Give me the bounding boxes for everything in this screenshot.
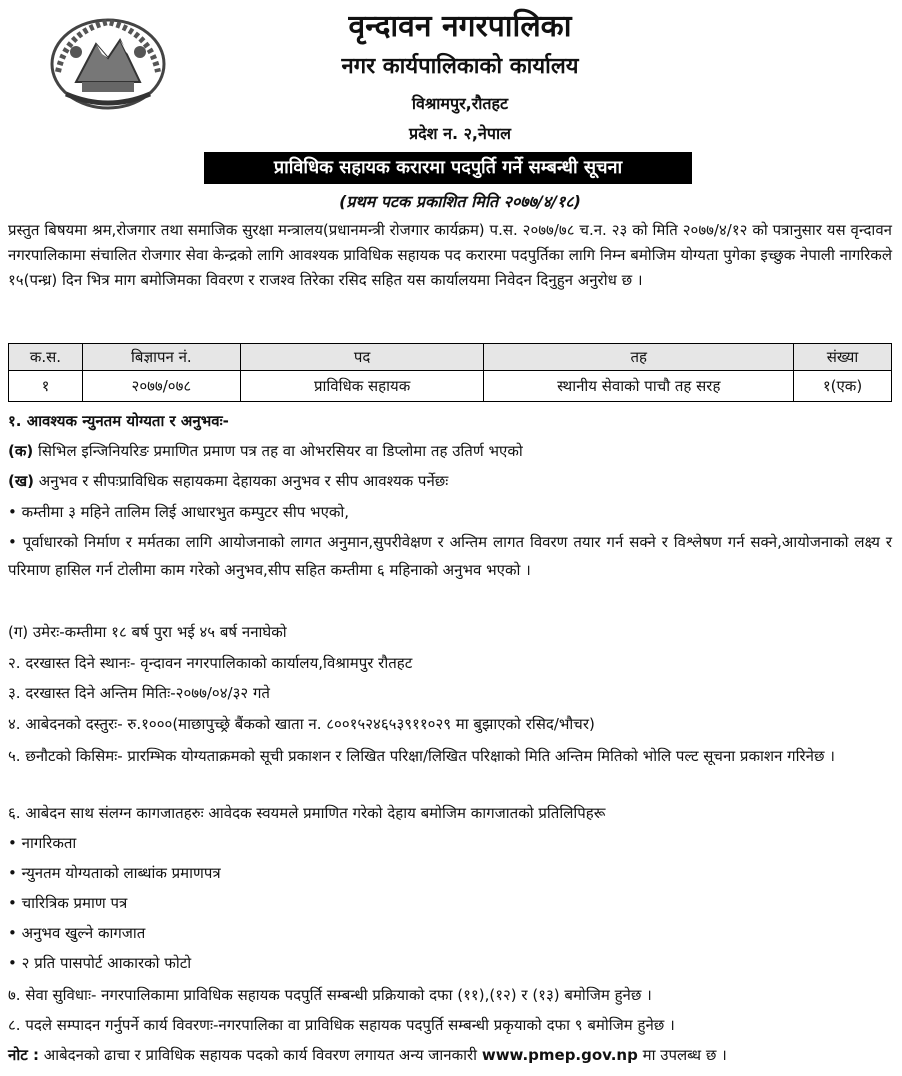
requirement-ga: (ग) उमेरः-कम्तीमा १८ बर्ष पुरा भई ४५ बर्ष ननाघेको [8, 623, 287, 641]
bullet-icon: • [8, 533, 17, 551]
list-item [8, 861, 894, 885]
table-header-cell: पद [240, 344, 484, 371]
table-cell: स्थानीय सेवाको पाचौ तह सरह [484, 371, 794, 402]
bullet-icon: • [8, 864, 17, 882]
vacancy-table [8, 343, 892, 402]
nepal-emblem-icon [46, 12, 170, 116]
province-line: प्रदेश न. २,नेपाल [409, 124, 511, 143]
requirement-kha-label: (ख) [8, 472, 34, 490]
section-4: ४. आबेदनको दस्तुरः- रु.१०००(माछापुच्छ्रे बैंकको खाता न. ८००१५२४६५३९११०२९ मा बुझाएको रसिद/भौचर) [8, 715, 595, 733]
document-item: २ प्रति पासपोर्ट आकारको फोटो [21, 954, 192, 972]
section-3: ३. दरखास्त दिने अन्तिम मितिः-२०७७/०४/३२ गते [8, 684, 270, 702]
list-item [8, 500, 894, 524]
list-item [8, 528, 892, 584]
table-header-cell: तह [484, 344, 794, 371]
list-item [8, 951, 894, 975]
requirement-ka-text: सिभिल इन्जिनियरिङ प्रमाणित प्रमाण पत्र तह वा ओभरसियर वा डिप्लोमा तह उतिर्ण भएको [38, 442, 523, 460]
table-header-cell: संख्या [794, 344, 892, 371]
requirement-kha-text: अनुभव र सीपःप्राविधिक सहायकमा देहायका अनुभव र सीप आवश्यक पर्नेछः [38, 472, 449, 490]
bullet-text: कम्तीमा ३ महिने तालिम लिई आधारभुत कम्पुटर सीप भएको, [21, 503, 350, 521]
requirement-ka-label: (क) [8, 442, 34, 460]
note-text: आबेदनको ढाचा र प्राविधिक सहायक पदको कार्य विवरण लगायत अन्य जानकारी [43, 1046, 478, 1064]
table-header-row [9, 344, 892, 371]
requirement-kha [8, 469, 894, 493]
bullet-icon: • [8, 894, 17, 912]
notice-title-banner: प्राविधिक सहायक करारमा पदपुर्ति गर्ने सम्बन्धी सूचना [204, 152, 692, 184]
table-header-cell: क.स. [9, 344, 83, 371]
intro-paragraph: प्रस्तुत बिषयमा श्रम,रोजगार तथा समाजिक सुरक्षा मन्त्रालय(प्रधानमन्त्री रोजगार कार्यक्रम) प.स. २०७७/७८ च.न. २३ को मिति २०७७/४/१२ को पत्रानुसार यस वृन्दावन नगरपालिकामा संचालित रोजगार सेवा केन्द्रको लागि आवश्यक प्राविधिक सहायक पद करारमा पदपुर्तिका लागि निम्न बमोजिम योग्यता पुगेका इच्छुक नेपाली नागरिकले १५(पन्ध्र) दिन भित्र माग बमोजिमका विवरण र राजश्व तिरेका रसिद सहित यस कार्यालयमा निवेदन दिनुहुन अनुरोध छ । [8, 221, 892, 289]
requirement-ka [8, 439, 894, 463]
website-link[interactable]: www.pmep.gov.np [481, 1046, 638, 1064]
section-2: २. दरखास्त दिने स्थानः- वृन्दावन नगरपालिकाको कार्यालय,विश्रामपुर रौतहट [8, 654, 413, 672]
section-8: ८. पदले सम्पादन गर्नुपर्ने कार्य विवरणः-नगरपालिका वा प्राविधिक सहायक पदपुर्ति सम्बन्धी प्रकृयाको दफा ९ बमोजिम हुनेछ । [8, 1016, 675, 1034]
bullet-icon: • [8, 834, 17, 852]
table-row [9, 371, 892, 402]
bullet-icon: • [8, 503, 17, 521]
list-item [8, 921, 894, 945]
table-header-cell: बिज्ञापन नं. [82, 344, 240, 371]
office-name: नगर कार्यपालिकाको कार्यालय [341, 54, 579, 79]
section-7: ७. सेवा सुविधाः- नगरपालिकामा प्राविधिक सहायक पदपुर्ति सम्बन्धी प्रक्रियाको दफा (११),(१२) र (१३) बमोजिम हुनेछ । [8, 986, 652, 1004]
document-item: चारित्रिक प्रमाण पत्र [21, 894, 128, 912]
footer-note [8, 1043, 894, 1067]
document-item: अनुभव खुल्ने कागजात [21, 924, 146, 942]
section-5: ५. छनौटको किसिमः- प्रारम्भिक योग्यताक्रमको सूची प्रकाशन र लिखित परिक्षा/लिखित परिक्षाको मिति अन्तिम मितिको भोलि पल्ट सूचना प्रकाशन गरिनेछ । [8, 747, 835, 765]
office-location: विश्रामपुर,रौतहट [411, 94, 509, 113]
list-item [8, 831, 894, 855]
publish-date-note: (प्रथम पटक प्रकाशित मिति २०७७/४/१८) [339, 192, 581, 211]
bullet-icon: • [8, 924, 17, 942]
table-cell: २०७७/०७८ [82, 371, 240, 402]
note-end: मा उपलब्ध छ । [642, 1046, 727, 1064]
table-cell: प्राविधिक सहायक [240, 371, 484, 402]
note-label: नोट : [8, 1046, 39, 1064]
table-cell: १(एक) [794, 371, 892, 402]
bullet-text: पूर्वाधारको निर्माण र मर्मतका लागि आयोजनाको लागत अनुमान,सुपरीवेक्षण र अन्तिम लागत विवरण तयार गर्न सक्ने र विश्लेषण गर्न सक्ने,आयोजनाको लक्ष्य र परिमाण हासिल गर्न टोलीमा काम गरेको अनुभव,सीप सहित कम्तीमा ६ महिनाको अनुभव भएको । [8, 533, 892, 579]
section-6: ६. आबेदन साथ संलग्न कागजातहरुः आवेदक स्वयमले प्रमाणित गरेको देहाय बमोजिम कागजातको प्रतिलिपिहरू [8, 804, 606, 822]
section-1-title: १. आवश्यक न्युनतम योग्यता र अनुभवः- [8, 412, 229, 430]
bullet-icon: • [8, 954, 17, 972]
list-item [8, 891, 894, 915]
table-cell: १ [9, 371, 83, 402]
document-item: नागरिकता [21, 834, 77, 852]
document-item: न्युनतम योग्यताको लाब्धांक प्रमाणपत्र [21, 864, 221, 882]
municipality-name: वृन्दावन नगरपालिका [348, 9, 572, 44]
